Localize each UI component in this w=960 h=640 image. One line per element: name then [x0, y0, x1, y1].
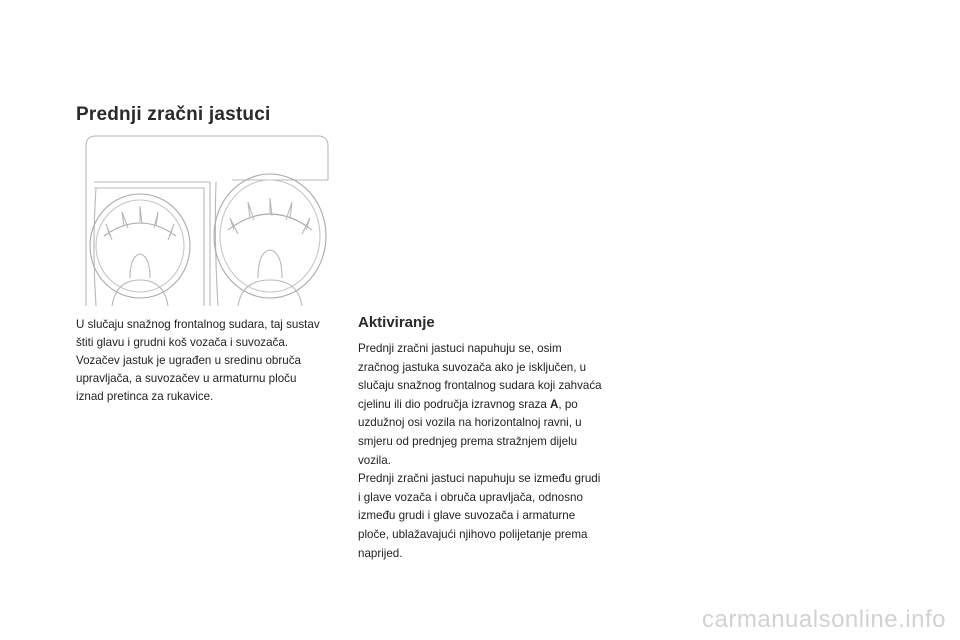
intro-line: Vozačev jastuk je ugrađen u sredinu obruča: [76, 354, 301, 367]
intro-line: upravljača, a suvozačev u armaturnu ploču: [76, 372, 297, 385]
activation-line-with-mark: [358, 396, 628, 415]
driver-shoulders: [112, 280, 168, 306]
line-text: cjelinu ili dio područja izravnog sraza: [358, 397, 551, 411]
passenger-airbag: [214, 174, 326, 298]
activation-line: Prednji zračni jastuci napuhuju se između grudi: [358, 472, 601, 486]
activation-line: slučaju snažnog frontalnog sudara koji zahvaća: [358, 379, 602, 393]
activation-line: smjeru od prednjeg prema stražnjem dijelu: [358, 434, 578, 448]
watermark: carmanualsonline.info: [702, 606, 946, 633]
airbag-illustration: [82, 128, 332, 306]
page-title: Prednji zračni jastuci: [76, 104, 271, 125]
intro-line: U slučaju snažnog frontalnog sudara, taj sustav: [76, 318, 320, 331]
intro-line: štiti glavu i grudni koš vozača i suvozača.: [76, 336, 289, 349]
activation-text: [358, 340, 628, 563]
passenger-head: [258, 250, 282, 278]
driver-head: [130, 254, 150, 278]
activation-line: Prednji zračni jastuci napuhuju se, osim: [358, 342, 562, 355]
activation-line: i glave vozača i obruča upravljača, odnosno: [358, 490, 583, 504]
dashboard-outline: [86, 136, 328, 306]
intro-text: [76, 316, 346, 406]
activation-line: ploče, ublažavajući njihovo polijetanje prema: [358, 527, 588, 541]
activation-line: zračnog jastuka suvozača ako je isključen, u: [358, 360, 587, 374]
intro-line: iznad pretinca za rukavice.: [76, 390, 214, 403]
line-text: , po: [558, 397, 578, 411]
activation-line: naprijed.: [358, 546, 403, 560]
activation-line: vozila.: [358, 453, 391, 467]
impact-zone-mark: A: [550, 397, 559, 411]
section-title-activation: Aktiviranje: [358, 314, 435, 331]
activation-line: između grudi i glave suvozača i armaturne: [358, 509, 576, 523]
activation-line: uzdužnoj osi vozila na horizontalnoj ravni, u: [358, 416, 582, 430]
